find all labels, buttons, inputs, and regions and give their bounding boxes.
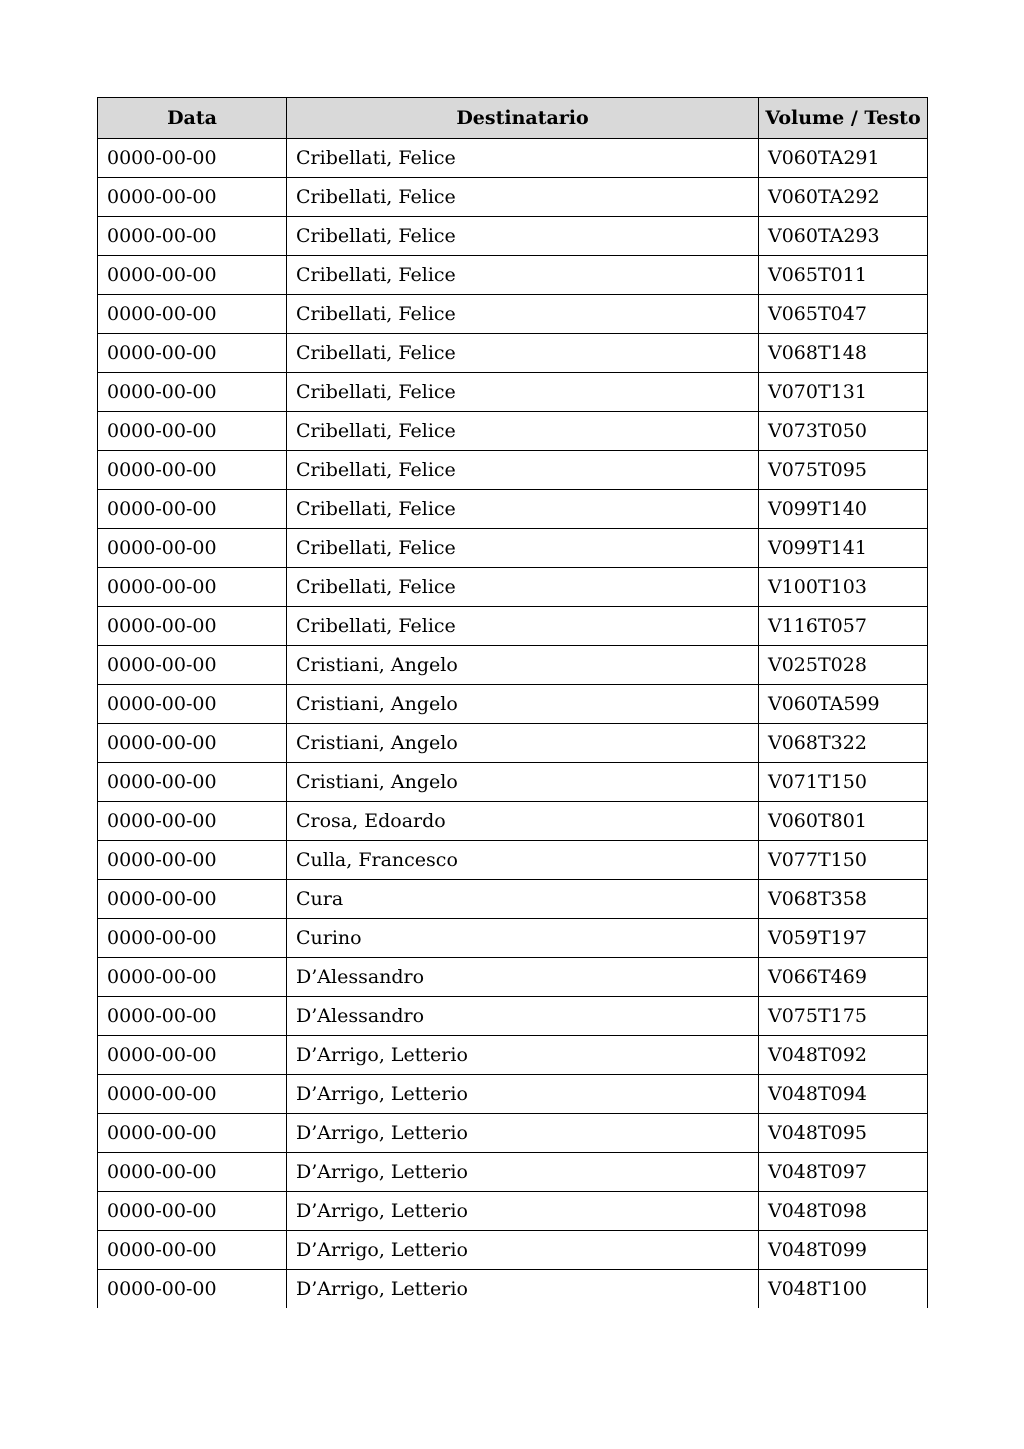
cell-destinatario: Cribellati, Felice	[287, 490, 759, 529]
cell-volume-testo: V071T150	[759, 763, 928, 802]
cell-volume-testo: V059T197	[759, 919, 928, 958]
table-row	[98, 529, 928, 568]
cell-destinatario: D’Arrigo, Letterio	[287, 1153, 759, 1192]
cell-volume-testo: V065T047	[759, 295, 928, 334]
cell-destinatario: Cribellati, Felice	[287, 529, 759, 568]
cell-data: 0000-00-00	[98, 802, 287, 841]
table-row	[98, 490, 928, 529]
cell-volume-testo: V048T094	[759, 1075, 928, 1114]
cell-data: 0000-00-00	[98, 724, 287, 763]
table-row	[98, 334, 928, 373]
cell-destinatario: Cristiani, Angelo	[287, 724, 759, 763]
cell-data: 0000-00-00	[98, 256, 287, 295]
table-row	[98, 685, 928, 724]
cell-data: 0000-00-00	[98, 763, 287, 802]
cell-destinatario: Cristiani, Angelo	[287, 763, 759, 802]
table-row	[98, 217, 928, 256]
cell-destinatario: Curino	[287, 919, 759, 958]
header-data: Data	[98, 98, 287, 139]
cell-volume-testo: V048T092	[759, 1036, 928, 1075]
cell-destinatario: Cribellati, Felice	[287, 412, 759, 451]
cell-data: 0000-00-00	[98, 685, 287, 724]
cell-volume-testo: V075T175	[759, 997, 928, 1036]
table-row	[98, 958, 928, 997]
cell-volume-testo: V100T103	[759, 568, 928, 607]
cell-data: 0000-00-00	[98, 1114, 287, 1153]
cell-volume-testo: V070T131	[759, 373, 928, 412]
cell-volume-testo: V025T028	[759, 646, 928, 685]
letters-table	[97, 97, 928, 1308]
cell-volume-testo: V048T097	[759, 1153, 928, 1192]
cell-data: 0000-00-00	[98, 412, 287, 451]
cell-data: 0000-00-00	[98, 841, 287, 880]
header-destinatario: Destinatario	[287, 98, 759, 139]
table-row	[98, 373, 928, 412]
cell-data: 0000-00-00	[98, 568, 287, 607]
table-row	[98, 1231, 928, 1270]
table-row	[98, 841, 928, 880]
table-row	[98, 178, 928, 217]
cell-data: 0000-00-00	[98, 451, 287, 490]
table-row	[98, 997, 928, 1036]
cell-destinatario: Cristiani, Angelo	[287, 685, 759, 724]
cell-data: 0000-00-00	[98, 1270, 287, 1309]
table-row	[98, 451, 928, 490]
cell-data: 0000-00-00	[98, 919, 287, 958]
cell-volume-testo: V048T099	[759, 1231, 928, 1270]
cell-destinatario: D’Arrigo, Letterio	[287, 1036, 759, 1075]
table-row	[98, 139, 928, 178]
cell-volume-testo: V077T150	[759, 841, 928, 880]
cell-destinatario: D’Arrigo, Letterio	[287, 1114, 759, 1153]
cell-destinatario: Cribellati, Felice	[287, 373, 759, 412]
cell-volume-testo: V060TA291	[759, 139, 928, 178]
table-row	[98, 724, 928, 763]
cell-destinatario: Cribellati, Felice	[287, 334, 759, 373]
cell-data: 0000-00-00	[98, 178, 287, 217]
cell-destinatario: D’Alessandro	[287, 997, 759, 1036]
cell-destinatario: Cristiani, Angelo	[287, 646, 759, 685]
table-row	[98, 802, 928, 841]
table-row	[98, 646, 928, 685]
cell-volume-testo: V060T801	[759, 802, 928, 841]
cell-data: 0000-00-00	[98, 1192, 287, 1231]
cell-volume-testo: V099T141	[759, 529, 928, 568]
cell-destinatario: Cura	[287, 880, 759, 919]
table-row	[98, 1036, 928, 1075]
table-body	[98, 139, 928, 1309]
table-row	[98, 919, 928, 958]
cell-volume-testo: V073T050	[759, 412, 928, 451]
cell-data: 0000-00-00	[98, 139, 287, 178]
cell-destinatario: Cribellati, Felice	[287, 568, 759, 607]
cell-volume-testo: V048T098	[759, 1192, 928, 1231]
table-row	[98, 256, 928, 295]
cell-destinatario: D’Arrigo, Letterio	[287, 1075, 759, 1114]
header-volume-testo: Volume / Testo	[759, 98, 928, 139]
cell-destinatario: D’Arrigo, Letterio	[287, 1192, 759, 1231]
cell-volume-testo: V060TA293	[759, 217, 928, 256]
cell-volume-testo: V060TA292	[759, 178, 928, 217]
cell-data: 0000-00-00	[98, 1036, 287, 1075]
cell-destinatario: Cribellati, Felice	[287, 451, 759, 490]
cell-volume-testo: V068T322	[759, 724, 928, 763]
cell-volume-testo: V066T469	[759, 958, 928, 997]
cell-data: 0000-00-00	[98, 607, 287, 646]
cell-data: 0000-00-00	[98, 1075, 287, 1114]
cell-destinatario: Cribellati, Felice	[287, 139, 759, 178]
cell-data: 0000-00-00	[98, 217, 287, 256]
cell-destinatario: Cribellati, Felice	[287, 607, 759, 646]
cell-destinatario: Crosa, Edoardo	[287, 802, 759, 841]
table-row	[98, 1153, 928, 1192]
cell-destinatario: D’Alessandro	[287, 958, 759, 997]
cell-destinatario: D’Arrigo, Letterio	[287, 1270, 759, 1309]
cell-destinatario: Culla, Francesco	[287, 841, 759, 880]
cell-volume-testo: V075T095	[759, 451, 928, 490]
cell-volume-testo: V048T095	[759, 1114, 928, 1153]
cell-data: 0000-00-00	[98, 334, 287, 373]
table-row	[98, 1114, 928, 1153]
cell-destinatario: Cribellati, Felice	[287, 178, 759, 217]
cell-data: 0000-00-00	[98, 529, 287, 568]
cell-data: 0000-00-00	[98, 490, 287, 529]
cell-destinatario: Cribellati, Felice	[287, 256, 759, 295]
cell-data: 0000-00-00	[98, 958, 287, 997]
table-row	[98, 607, 928, 646]
cell-volume-testo: V068T148	[759, 334, 928, 373]
table-row	[98, 1192, 928, 1231]
cell-data: 0000-00-00	[98, 295, 287, 334]
table-row	[98, 763, 928, 802]
header-row	[98, 98, 928, 139]
cell-destinatario: Cribellati, Felice	[287, 217, 759, 256]
cell-destinatario: D’Arrigo, Letterio	[287, 1231, 759, 1270]
table-row	[98, 568, 928, 607]
table-row	[98, 295, 928, 334]
cell-data: 0000-00-00	[98, 997, 287, 1036]
cell-volume-testo: V116T057	[759, 607, 928, 646]
table-row	[98, 1270, 928, 1309]
table-row	[98, 880, 928, 919]
cell-destinatario: Cribellati, Felice	[287, 295, 759, 334]
cell-data: 0000-00-00	[98, 1231, 287, 1270]
cell-volume-testo: V099T140	[759, 490, 928, 529]
table-row	[98, 412, 928, 451]
cell-data: 0000-00-00	[98, 1153, 287, 1192]
cell-volume-testo: V068T358	[759, 880, 928, 919]
cell-data: 0000-00-00	[98, 373, 287, 412]
cell-volume-testo: V065T011	[759, 256, 928, 295]
table-header	[98, 98, 928, 139]
cell-data: 0000-00-00	[98, 880, 287, 919]
table-row	[98, 1075, 928, 1114]
cell-volume-testo: V060TA599	[759, 685, 928, 724]
cell-volume-testo: V048T100	[759, 1270, 928, 1309]
cell-data: 0000-00-00	[98, 646, 287, 685]
